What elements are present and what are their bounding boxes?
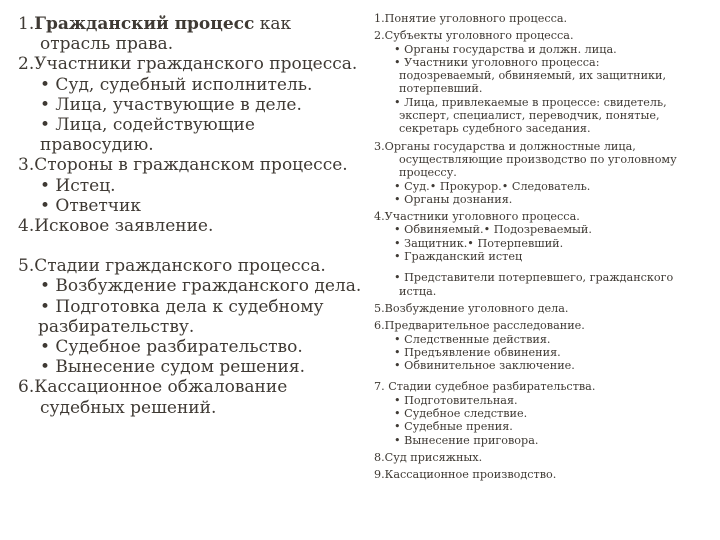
- spacer: [374, 372, 714, 380]
- r-item-9: 9.Кассационное производство.: [374, 468, 557, 482]
- r-item-5: 5.Возбуждение уголовного дела.: [374, 301, 569, 315]
- r-item-3-cont: процессу.: [399, 166, 457, 180]
- item-5: 5.Стадии гражданского процесса.: [18, 256, 326, 277]
- r-item-7-bullet-2: • Судебное следствие.: [394, 407, 528, 421]
- r-item-2-bullet-3-cont: секретарь судебного заседания.: [399, 122, 591, 136]
- r-item-4: 4.Участники уголовного процесса.: [374, 210, 580, 224]
- r-item-2: 2.Субъекты уголовного процесса.: [374, 29, 574, 43]
- r-item-7: 7. Стадии судебное разбирательства.: [374, 380, 596, 394]
- civil-process-outline: [18, 14, 363, 418]
- r-item-1: 1.Понятие уголовного процесса.: [374, 12, 568, 25]
- item-3-bullet-1: • Истец.: [40, 175, 116, 196]
- r-item-6-bullet-2: • Предъявление обвинения.: [394, 345, 561, 359]
- item-5-bullet-2: • Подготовка дела к судебному: [40, 296, 324, 317]
- item-2-bullet-3-cont: правосудию.: [40, 135, 154, 156]
- item-5-bullet-2-cont: разбирательству.: [38, 316, 195, 337]
- r-item-8: 8.Суд присяжных.: [374, 450, 483, 464]
- r-item-3-cont: осуществляющие производство по уголовному: [399, 152, 677, 166]
- item-6-cont: судебных решений.: [40, 397, 217, 418]
- r-item-2-bullet-3-cont: эксперт, специалист, переводчик, понятые,: [399, 109, 660, 123]
- r-item-6-bullet-3: • Обвинительное заключение.: [394, 359, 575, 373]
- r-item-3-bullet-1: • Суд.• Прокурор.• Следователь.: [394, 179, 591, 193]
- item-5-bullet-3: • Судебное разбирательство.: [40, 337, 303, 358]
- r-item-4-bullet-3: • Гражданский истец: [394, 250, 523, 264]
- spacer: [374, 263, 714, 271]
- item-1-number: 1.: [18, 14, 35, 34]
- item-2: 2.Участники гражданского процесса.: [18, 54, 358, 75]
- criminal-process-outline: [374, 12, 714, 482]
- item-1-cont: отрасль права.: [40, 34, 174, 55]
- r-item-3-bullet-2: • Органы дознания.: [394, 192, 513, 206]
- r-item-2-bullet-3: • Лица, привлекаемые в процессе: свидетель,: [394, 95, 667, 109]
- item-2-bullet-2: • Лица, участвующие в деле.: [40, 94, 302, 115]
- item-2-bullet-3: • Лица, содействующие: [40, 115, 255, 136]
- item-3-bullet-2: • Ответчик: [40, 195, 142, 216]
- item-3: 3.Стороны в гражданском процессе.: [18, 155, 348, 176]
- spacer: [18, 236, 363, 256]
- item-1-bold-term: Гражданский процесс: [34, 14, 255, 34]
- r-item-7-bullet-3: • Судебные прения.: [394, 420, 513, 434]
- r-item-2-bullet-1: • Органы государства и должн. лица.: [394, 42, 617, 56]
- r-item-3: 3.Органы государства и должностные лица,: [374, 139, 636, 153]
- item-5-bullet-1: • Возбуждение гражданского дела.: [40, 276, 362, 297]
- r-item-4-bullet-4: • Представители потерпевшего, гражданского: [394, 271, 674, 285]
- r-item-6: 6.Предварительное расследование.: [374, 319, 585, 333]
- r-item-4-bullet-2: • Защитник.• Потерпевший.: [394, 236, 564, 250]
- item-1: [18, 14, 363, 34]
- r-item-4-bullet-4-cont: истца.: [399, 284, 437, 298]
- r-item-4-bullet-1: • Обвиняемый.• Подозреваемый.: [394, 223, 592, 237]
- r-item-6-bullet-1: • Следственные действия.: [394, 332, 551, 346]
- r-item-2-bullet-2-cont: подозреваемый, обвиняемый, их защитники,: [399, 69, 667, 83]
- r-item-2-bullet-2: • Участники уголовного процесса:: [394, 55, 600, 69]
- item-1-rest: как: [254, 14, 292, 34]
- r-item-7-bullet-4: • Вынесение приговора.: [394, 433, 539, 447]
- r-item-2-bullet-2-cont: потерпевший.: [399, 82, 483, 96]
- r-item-7-bullet-1: • Подготовительная.: [394, 393, 518, 407]
- item-4: 4.Исковое заявление.: [18, 216, 214, 237]
- item-5-bullet-4: • Вынесение судом решения.: [40, 357, 306, 378]
- item-2-bullet-1: • Суд, судебный исполнитель.: [40, 74, 313, 95]
- item-6: 6.Кассационное обжалование: [18, 377, 288, 398]
